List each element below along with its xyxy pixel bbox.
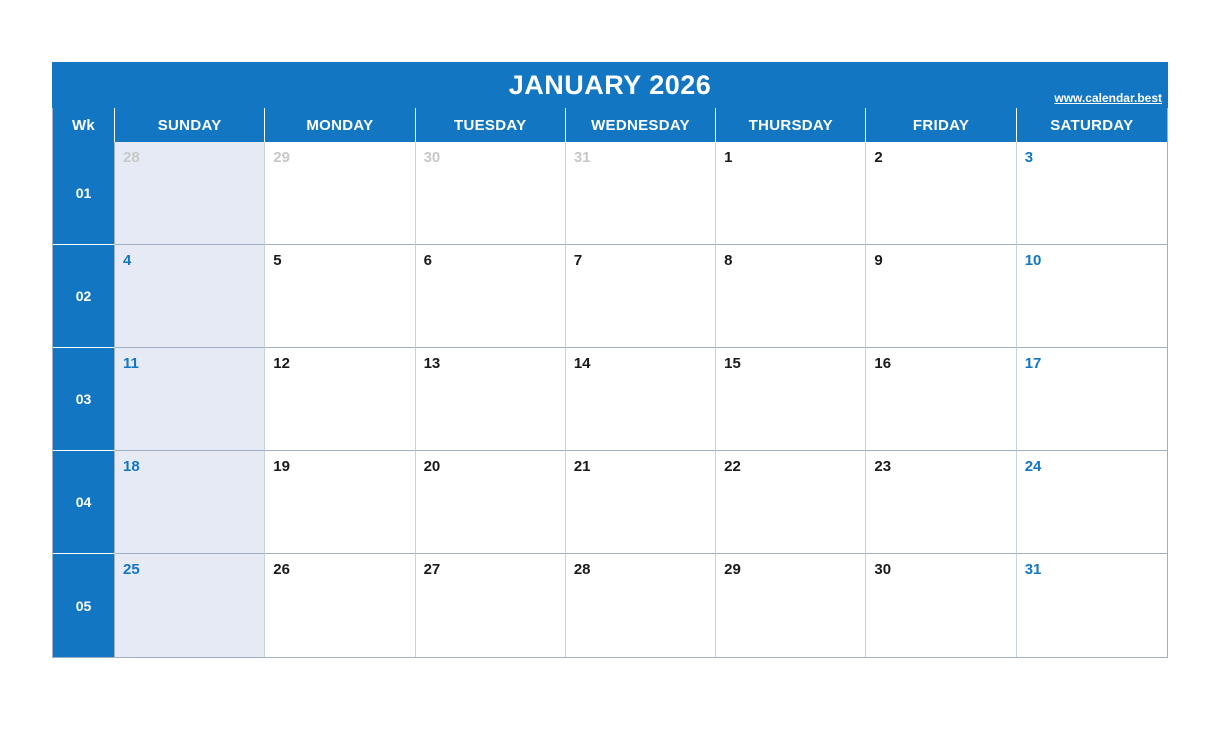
calendar-grid	[52, 108, 1168, 658]
website-link[interactable]: www.calendar.best	[1054, 91, 1162, 105]
day-cell[interactable]	[866, 554, 1016, 657]
day-number: 25	[123, 561, 140, 578]
column-header-thursday: THURSDAY	[716, 108, 866, 142]
day-number: 18	[123, 458, 140, 475]
page-title: JANUARY 2026	[508, 69, 712, 100]
day-cell[interactable]	[716, 245, 866, 348]
week-number: 04	[53, 451, 115, 554]
day-number: 4	[123, 252, 132, 269]
day-cell[interactable]	[265, 245, 415, 348]
day-cell[interactable]	[1017, 554, 1167, 657]
day-number: 28	[123, 149, 140, 166]
column-header-saturday: SATURDAY	[1017, 108, 1167, 142]
column-header-wednesday: WEDNESDAY	[566, 108, 716, 142]
day-cell[interactable]	[566, 142, 716, 245]
day-number: 23	[874, 458, 892, 475]
day-cell[interactable]	[115, 142, 265, 245]
day-number: 20	[423, 458, 441, 475]
day-cell[interactable]	[115, 554, 265, 657]
day-cell[interactable]	[265, 451, 415, 554]
day-cell[interactable]	[416, 245, 566, 348]
week-number: 05	[53, 554, 115, 657]
day-number: 24	[1024, 458, 1042, 475]
day-number: 8	[724, 252, 733, 269]
day-number: 12	[273, 355, 290, 372]
day-number: 31	[573, 149, 591, 166]
day-cell[interactable]	[1017, 142, 1167, 245]
day-number: 10	[1024, 252, 1042, 269]
day-number: 11	[123, 355, 139, 372]
day-cell[interactable]	[566, 451, 716, 554]
day-number: 29	[724, 561, 741, 578]
day-cell[interactable]	[716, 348, 866, 451]
day-cell[interactable]	[115, 245, 265, 348]
day-number: 13	[423, 355, 441, 372]
day-cell[interactable]	[115, 451, 265, 554]
day-number: 9	[874, 252, 883, 269]
day-number: 17	[1024, 355, 1042, 372]
day-cell[interactable]	[866, 245, 1016, 348]
day-cell[interactable]	[1017, 348, 1167, 451]
day-number: 3	[1024, 149, 1034, 166]
calendar	[52, 62, 1168, 658]
day-cell[interactable]	[1017, 451, 1167, 554]
calendar-title-bar	[52, 62, 1168, 108]
column-header-monday: MONDAY	[265, 108, 415, 142]
column-header-tuesday: TUESDAY	[416, 108, 566, 142]
day-number: 29	[273, 149, 290, 166]
day-cell[interactable]	[716, 142, 866, 245]
day-number: 30	[874, 561, 892, 578]
week-number: 02	[53, 245, 115, 348]
day-cell[interactable]	[416, 142, 566, 245]
day-cell[interactable]	[265, 142, 415, 245]
day-number: 19	[273, 458, 290, 475]
day-number: 15	[724, 355, 741, 372]
day-cell[interactable]	[566, 554, 716, 657]
week-number: 03	[53, 348, 115, 451]
column-header-week: Wk	[53, 108, 115, 142]
day-cell[interactable]	[716, 451, 866, 554]
day-number: 21	[573, 458, 591, 475]
day-cell[interactable]	[716, 554, 866, 657]
day-number: 7	[573, 252, 583, 269]
day-cell[interactable]	[866, 348, 1016, 451]
day-number: 22	[724, 458, 741, 475]
day-number: 31	[1024, 561, 1042, 578]
day-number: 28	[573, 561, 591, 578]
week-number: 01	[53, 142, 115, 245]
day-number: 16	[874, 355, 892, 372]
day-cell[interactable]	[566, 245, 716, 348]
day-number: 14	[573, 355, 591, 372]
day-number: 1	[724, 149, 733, 166]
day-cell[interactable]	[1017, 245, 1167, 348]
day-cell[interactable]	[866, 142, 1016, 245]
column-header-sunday: SUNDAY	[115, 108, 265, 142]
day-cell[interactable]	[416, 451, 566, 554]
day-number: 2	[874, 149, 883, 166]
day-cell[interactable]	[265, 554, 415, 657]
day-number: 6	[423, 252, 432, 269]
day-number: 27	[423, 561, 441, 578]
day-cell[interactable]	[265, 348, 415, 451]
column-header-friday: FRIDAY	[866, 108, 1016, 142]
day-number: 26	[273, 561, 290, 578]
day-cell[interactable]	[416, 348, 566, 451]
day-cell[interactable]	[115, 348, 265, 451]
day-number: 5	[273, 252, 282, 269]
day-number: 30	[423, 149, 441, 166]
day-cell[interactable]	[416, 554, 566, 657]
day-cell[interactable]	[566, 348, 716, 451]
day-cell[interactable]	[866, 451, 1016, 554]
